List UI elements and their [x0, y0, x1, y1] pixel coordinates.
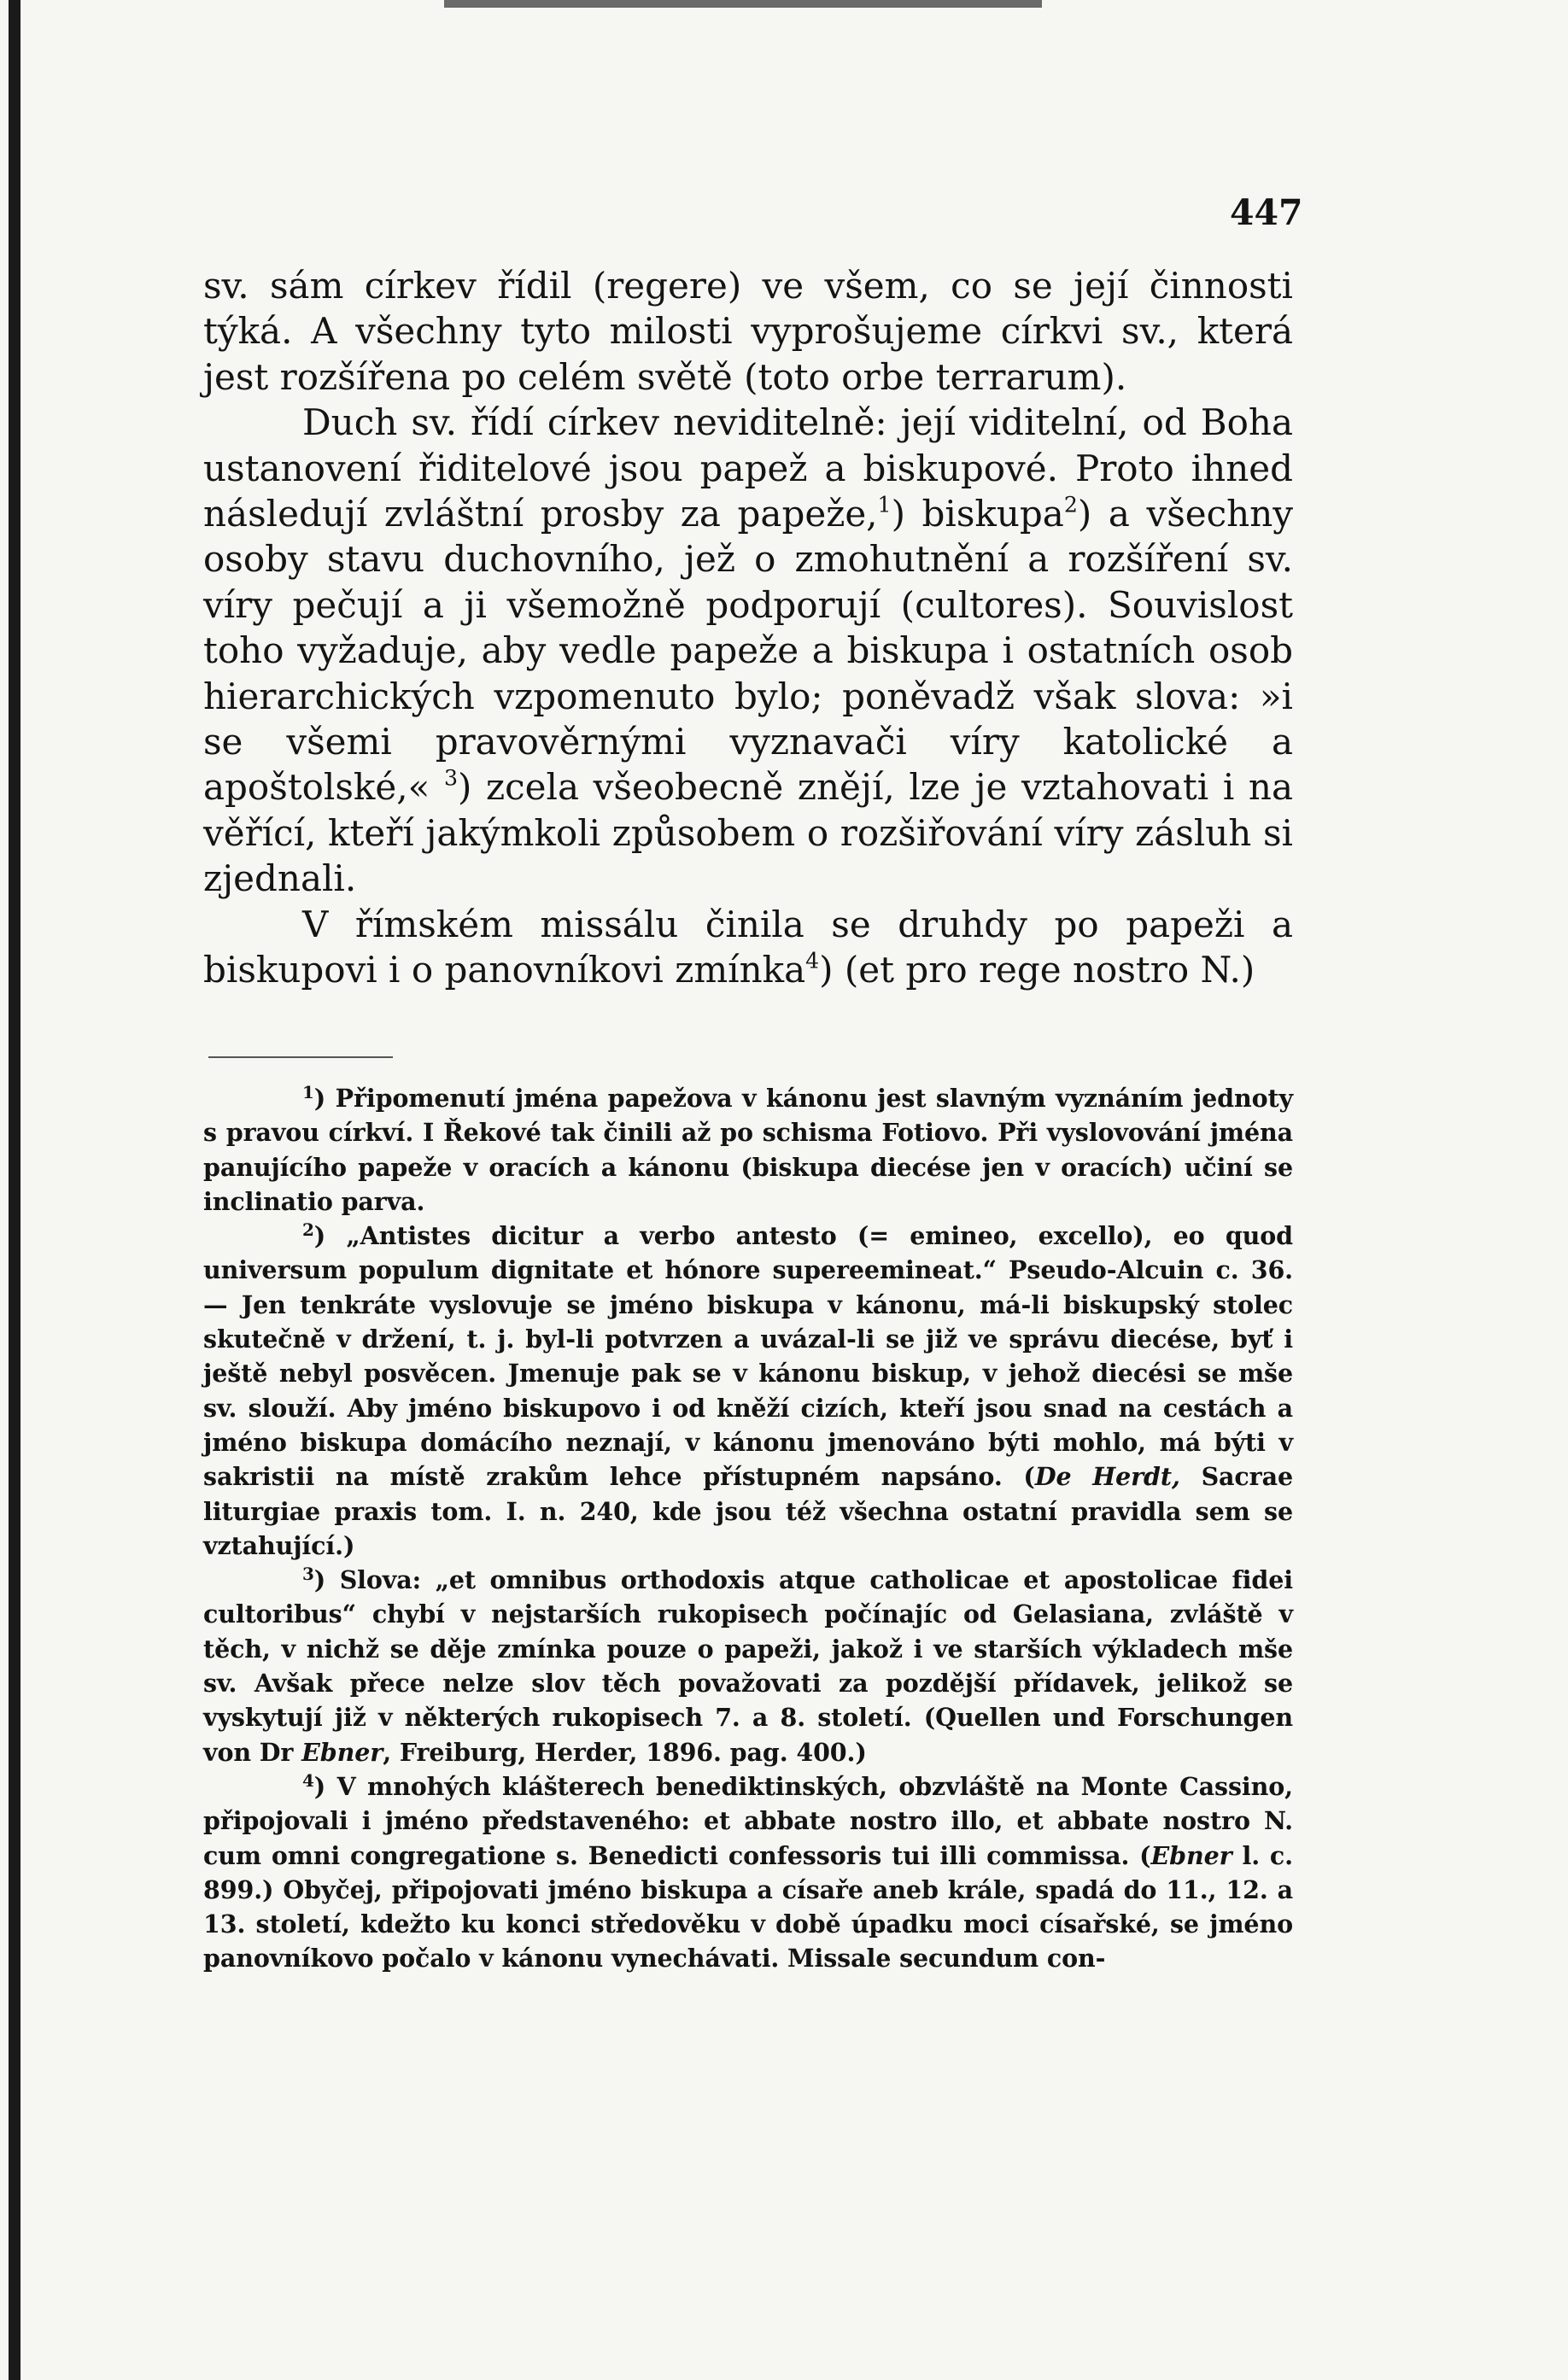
- footnote-1: $^1$) Připomenutí jména papežova v kánonu jest slavným vyznáním jednoty s pravou církví. I Řekové tak činili až po schisma Fotiovo. Při vyslovování jména panujícího papeže v oracích a kánonu (biskupa diecése jen v oracích) učiní se inclinatio parva.: [203, 1082, 1293, 1216]
- paragraph-2: Duch sv. řídí církev neviditelně: její viditelní, od Boha ustanovení řiditelové jsou papež a biskupové. Proto ihned následují zvláštní prosby za papeže,$^1$) biskupa$^2$) a všechny osoby stavu duchovního, jež o zmohutnění a rozšíření sv. víry pečují a ji všemožně podporují (cultores). Souvislost toho vyžaduje, aby vedle papeže a biskupa i ostatních osob hierarchických vzpomenuto bylo; poněvadž však slova: »i se všemi pravověrnými vyznavači víry katolické a apoštolské,« $^3$) zcela všeobecně znějí, lze je vztahovati i na věřící, kteří jakýmkoli způsobem o rozšiřování víry zásluh si zjednali.: [203, 401, 1293, 900]
- footnote-separator: [208, 1056, 393, 1058]
- footnote-3: $^3$) Slova: „et omnibus orthodoxis atque catholicae et apostolicae fidei cultoribus“ chybí v nejstarších rukopisech počínajíc od Gelasiana, zvláště v těch, v nichž se děje zmínka pouze o papeži, jakož i ve starších výkladech mše sv. Avšak přece nelze slov těch považovati za pozdější přídavek, jelikož se vyskytují již v některých rukopisech 7. a 8. století. (Quellen und Forschungen von Dr Ebner, Freiburg, Herder, 1896. pag. 400.): [203, 1564, 1293, 1767]
- paragraph-3: V římském missálu činila se druhdy po papeži a biskupovi i o panovníkovi zmínka$^4$) (et pro rege nostro N.): [203, 903, 1293, 991]
- footnote-4: $^4$) V mnohých klášterech benediktinských, obzvláště na Monte Cassino, připojovali i jméno představeného: et abbate nostro illo, et abbate nostro N. cum omni congregatione s. Benedicti confessoris tui illi commissa. (Ebner l. c. 899.) Obyčej, připojovati jméno biskupa a císaře aneb krále, spadá do 11., 12. a 13. století, kdežto ku konci středověku v době úpadku moci císařské, se jméno panovníkovo počalo v kánonu vynechávati. Missale secundum con-: [203, 1769, 1293, 1974]
- footnote-2: $^2$) „Antistes dicitur a verbo antesto (= emineo, excello), eo quod universum populum dignitate et hónore supereemineat.“ Pseudo-Alcuin c. 36. — Jen tenkráte vyslovuje se jméno biskupa v kánonu, má-li biskupský stolec skutečně v držení, t. j. byl-li potvrzen a uvázal-li se již ve správu diecése, byť i ještě nebyl posvěcen. Jmenuje pak se v kánonu biskup, v jehož diecési se mše sv. slouží. Aby jméno biskupovo i od kněží cizích, kteří jsou snad na cestách a jméno biskupa domácího neznají, v kánonu jmenováno býti mohlo, má býti v sakristii na místě zrakům lehce přístupném napsáno. (De Herdt, Sacrae liturgiae praxis tom. I. n. 240, kde jsou též všechna ostatní pravidla sem se vztahující.): [203, 1219, 1293, 1560]
- footnotes: [203, 1081, 1293, 1976]
- paragraph-1: sv. sám církev řídil (regere) ve všem, co se její činnosti týká. A všechny tyto milosti vyprošujeme církvi sv., která jest rozšířena po celém světě (toto orbe terrarum).: [203, 265, 1293, 398]
- scan-edge-left: [9, 0, 20, 2380]
- footnote-ref-1: 1: [877, 492, 892, 518]
- footnote-ref-3: 3: [443, 766, 458, 792]
- footnote-ref-2: 2: [1063, 492, 1078, 518]
- scan-edge-top: [444, 0, 1042, 8]
- main-text: [203, 263, 1293, 993]
- footnote-ref-4: 4: [805, 948, 820, 974]
- page-number: 447: [1230, 192, 1303, 233]
